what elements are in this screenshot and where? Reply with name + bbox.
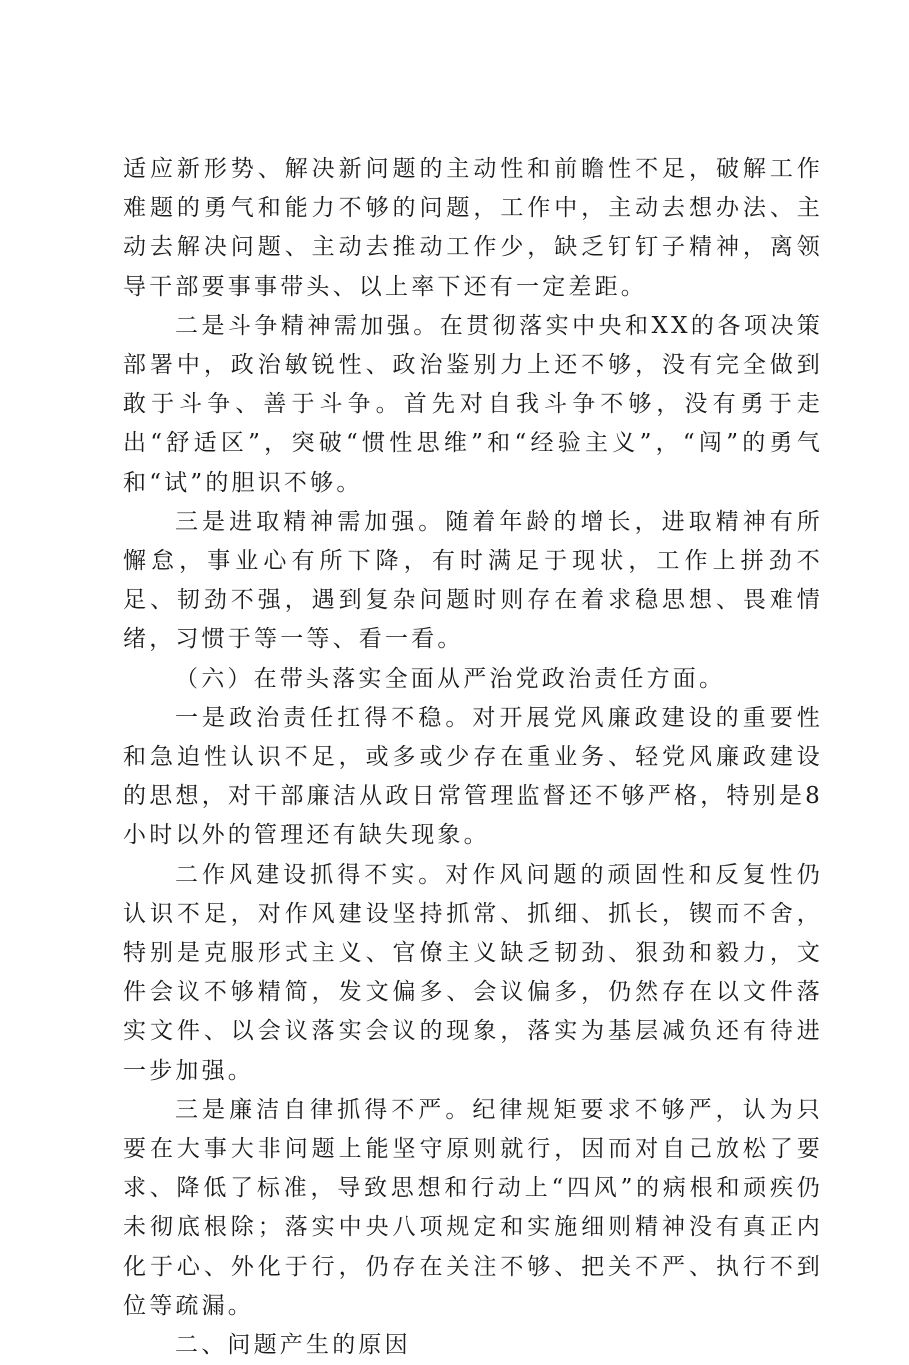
paragraph-continuation: 适应新形势、解决新问题的主动性和前瞻性不足，破解工作难题的勇气和能力不够的问题，工作中，主动去想办法、主动去解决问题、主动去推动工作少，缺乏钉钉子精神，离领导干部要事事带头、以上率下还有一定差距。 xyxy=(123,156,823,300)
paragraph-enterprising-spirit: 三是进取精神需加强。随着年龄的增长，进取精神有所懈怠，事业心有所下降，有时满足于现状，工作上拼劲不足、韧劲不强，遇到复杂问题时则存在着求稳思想、畏难情绪，习惯于等一等、看一看。 xyxy=(123,508,823,653)
paragraph-political-responsibility: 一是政治责任扛得不稳。对开展党风廉政建设的重要性和急迫性认识不足，或多或少存在重业务、轻党风廉政建设的思想，对干部廉洁从政日常管理监督还不够严格，特别是8小时以外的管理还有缺失现象。 xyxy=(123,704,823,849)
document-body xyxy=(123,150,823,1365)
paragraph-work-style: 二作风建设抓得不实。对作风问题的顽固性和反复性仍认识不足，对作风建设坚持抓常、抓细、抓长，锲而不舍，特别是克服形式主义、官僚主义缺乏韧劲、狠劲和毅力，文件会议不够精简，发文偏多、会议偏多，仍然存在以文件落实文件、以会议落实会议的现象，落实为基层减负还有待进一步加强。 xyxy=(123,861,823,1084)
paragraph-struggle-spirit: 二是斗争精神需加强。在贯彻落实中央和XX的各项决策部署中，政治敏锐性、政治鉴别力上还不够，没有完全做到敢于斗争、善于斗争。首先对自我斗争不够，没有勇于走出“舒适区”，突破“惯性思维”和“经验主义”，“闯”的勇气和“试”的胆识不够。 xyxy=(123,312,823,496)
paragraph-self-discipline: 三是廉洁自律抓得不严。纪律规矩要求不够严，认为只要在大事大非问题上能坚守原则就行，因而对自己放松了要求、降低了标准，导致思想和行动上“四风”的病根和顽疾仍未彻底根除；落实中央八项规定和实施细则精神没有真正内化于心、外化于行，仍存在关注不够、把关不严、执行不到位等疏漏。 xyxy=(123,1096,823,1319)
section-heading-six: （六）在带头落实全面从严治党政治责任方面。 xyxy=(175,665,726,692)
section-heading-causes: 二、问题产生的原因 xyxy=(175,1332,411,1359)
